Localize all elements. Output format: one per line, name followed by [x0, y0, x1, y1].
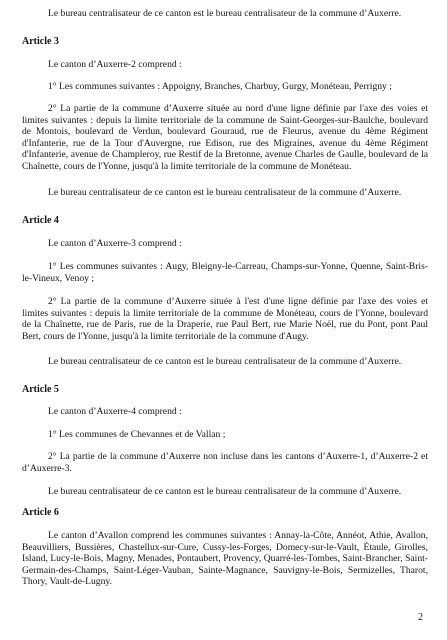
article-4-intro: Le canton d’Auxerre-3 comprend :: [48, 238, 182, 249]
article-5-bureau: Le bureau centralisateur de ce canton est le bureau centralisateur de la commune d’Auxerre.: [48, 486, 402, 497]
article-3-heading: Article 3: [22, 36, 59, 47]
article-4-item-1: 1° Les communes suivantes : Augy, Bleigny-le-Carreau, Champs-sur-Yonne, Quenne, Saint-Bris-le-Vineux, Venoy ;: [22, 261, 428, 284]
article-5-heading: Article 5: [22, 384, 59, 395]
article-5-item-2: 2° La partie de la commune d’Auxerre non incluse dans les cantons d’Auxerre-1, d’Auxerre-2 et d’Auxerre-3.: [22, 451, 428, 474]
article-5-item-1: 1° Les communes de Chevannes et de Vallan ;: [48, 429, 226, 440]
article-3-intro: Le canton d’Auxerre-2 comprend :: [48, 59, 182, 70]
article-4-bureau: Le bureau centralisateur de ce canton est le bureau centralisateur de la commune d’Auxerre.: [48, 356, 402, 367]
article-3-bureau: Le bureau centralisateur de ce canton est le bureau centralisateur de la commune d’Auxerre.: [48, 187, 402, 198]
article-5-intro: Le canton d’Auxerre-4 comprend :: [48, 406, 182, 417]
article-4-heading: Article 4: [22, 215, 59, 226]
article-6-heading: Article 6: [22, 507, 59, 518]
article-3-item-1: 1° Les communes suivantes : Appoigny, Branches, Charbuy, Gurgy, Monéteau, Perrigny ;: [48, 81, 392, 92]
article-6-text: Le canton d’Avallon comprend les communes suivantes : Annay-la-Côte, Annéot, Athie, Avallon, Beauvilliers, Bussières, Chastellux-sur-Cure, Cussy-les-Forges, Domecy-sur-le-Vault, Étaule, Girolles, Island, Lucy-le-Bois, Magny, Menades, Pontaubert, Provency, Quarré-les-Tombes, Saint-Brancher, Saint-Germain-des-Champs, Saint-Léger-Vauban, Sainte-Magnance, Sauvigny-le-Bois, Sermizelles, Tharot, Thory, Vault-de-Lugny.: [22, 530, 428, 588]
page-number: 2: [418, 612, 423, 623]
article-3-item-2: 2° La partie de la commune d’Auxerre située au nord d'une ligne définie par l'axe des voies et limites suivantes : depuis la limite territoriale de la commune de Saint-Georges-sur-Baulche, boulevard de Montois, boulevard de Verdun, boulevard Gouraud, rue de Fleurus, avenue du 4ème Régiment d'Infanterie, rue de la Tour d'Auvergne, rue Edison, rue des Migraines, avenue du 4ème Régiment d'Infanterie, avenue de Champleroy, rue Restif de la Bretonne, avenue Charles de Gaulle, boulevard de la Chaînette, cours de l'Yonne, jusqu'à la limite territoriale de la commune de Monéteau.: [22, 103, 428, 172]
bureau-line-top: Le bureau centralisateur de ce canton est le bureau centralisateur de la commune d’Auxerre.: [48, 8, 402, 19]
article-4-item-2: 2° La partie de la commune d’Auxerre située à l'est d'une ligne définie par l'axe des voies et limites suivantes : depuis la limite territoriale de la commune de Monéteau, cours de l'Yonne, boulevard de la Chaînette, rue de Paris, rue de la Draperie, rue Paul Bert, rue Marie Noël, rue du Pont, pont Paul Bert, cours de l'Yonne, jusqu'à la limite territoriale de la commune d'Augy.: [22, 296, 428, 342]
